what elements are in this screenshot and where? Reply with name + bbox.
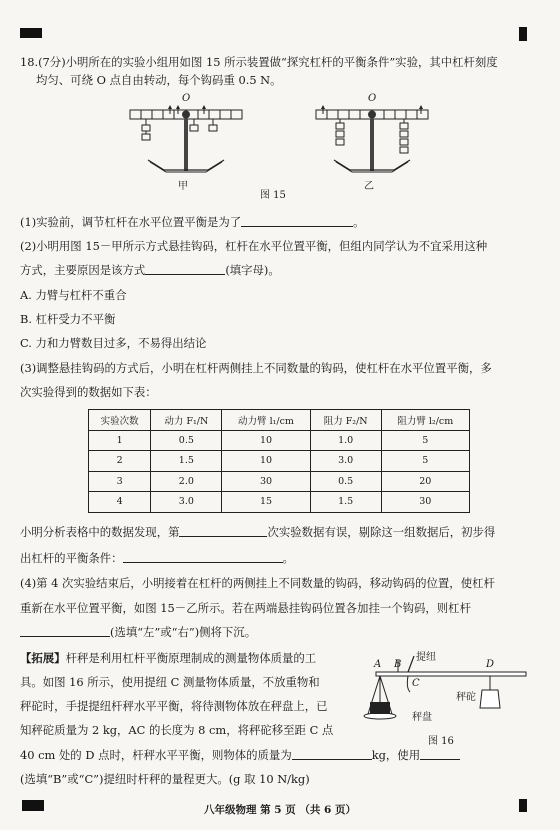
figure16-label-tiniu: 提纽 <box>416 652 436 663</box>
part3-line-2: 次实验得到的数据如下表： <box>20 385 157 399</box>
table-row <box>89 430 470 451</box>
part3-after-text-c: 出杠杆的平衡条件： <box>20 551 123 565</box>
part1-line <box>20 214 540 230</box>
part3-after-text-b: 次实验数据有误，剔除这一组数据后，初步得 <box>267 525 496 539</box>
table-cell: 1 <box>89 430 151 451</box>
table-cell: 1.0 <box>310 430 381 451</box>
table-cell: 30 <box>381 492 469 513</box>
extension-tiniu-blank[interactable] <box>420 748 460 760</box>
part2-option-c: C. 力和力臂数目过多，不易得出结论 <box>20 336 207 350</box>
table-cell: 1.5 <box>151 451 222 472</box>
figure-label-yi: 乙 <box>364 181 374 192</box>
table-cell: 10 <box>222 430 310 451</box>
part1-answer-blank[interactable] <box>241 215 353 227</box>
figure16-label-A: A <box>374 659 382 670</box>
part4-line-1: (4)第 4 次实验结束后，小明接着在杠杆的两侧挂上不同数量的钩码，移动钩码的位置，使杠杆 <box>20 576 495 590</box>
table-header-cell: 实验次数 <box>89 410 151 431</box>
extension-tag: 【拓展】 <box>20 651 66 665</box>
figure-15-caption: 图 15 <box>260 190 286 201</box>
part4-line-2: 重新在水平位置平衡，如图 15－乙所示。若在两端悬挂钩码位置各加挂一个钩码，则杠杆 <box>20 601 471 615</box>
part1-end: 。 <box>353 215 365 229</box>
part3-condition-blank[interactable] <box>123 551 283 563</box>
figure-label-O-jia: O <box>182 93 191 104</box>
figure-16 <box>362 648 542 740</box>
table-cell: 0.5 <box>151 430 222 451</box>
lever-yi <box>316 105 428 172</box>
figure-16-caption: 图 16 <box>428 736 454 747</box>
registration-mark-top-right <box>519 27 527 41</box>
part4-line-3 <box>20 624 540 640</box>
part1-text: (1)实验前，调节杠杆在水平位置平衡是为了 <box>20 215 242 229</box>
part2-answer-blank[interactable] <box>145 263 225 275</box>
figure16-label-chengtuo: 秤砣 <box>456 692 476 703</box>
figure-label-O-yi: O <box>368 93 377 104</box>
part2-text-a: 方式，主要原因是该方式 <box>20 263 146 277</box>
figure-label-jia: 甲 <box>178 181 188 192</box>
extension-text-1: 杆秤是利用杠杆平衡原理制成的测量物体质量的工 <box>65 651 317 665</box>
part2-line-1: (2)小明用图 15－甲所示方式悬挂钩码，杠杆在水平位置平衡，但组内同学认为不宜采用这种 <box>20 239 488 253</box>
extension-line-4: 知秤砣质量为 2 kg，AC 的长度为 8 cm，将秤砣移至距 C 点 <box>20 723 334 737</box>
extension-mass-blank[interactable] <box>292 748 372 760</box>
table-cell: 3.0 <box>151 492 222 513</box>
lever-jia <box>130 105 242 172</box>
figure16-label-chengpan: 秤盘 <box>412 712 432 723</box>
table-cell: 3 <box>89 471 151 492</box>
table-cell: 20 <box>381 471 469 492</box>
table-cell: 5 <box>381 451 469 472</box>
table-cell: 2 <box>89 451 151 472</box>
table-cell: 10 <box>222 451 310 472</box>
extension-line-5 <box>20 747 540 763</box>
page-footer: 八年级物理 第 5 页 （共 6 页） <box>203 804 357 816</box>
table-cell: 1.5 <box>310 492 381 513</box>
extension-line-6: (选填“B”或“C”)提纽时杆秤的量程更大。(g 取 10 N/kg) <box>20 772 310 786</box>
part4-text: (选填“左”或“右”)侧将下沉。 <box>110 625 257 639</box>
table-cell: 5 <box>381 430 469 451</box>
part3-trial-blank[interactable] <box>179 525 267 537</box>
figure16-label-C: C <box>412 678 420 689</box>
table-header-cell: 动力臂 l₁/cm <box>222 410 310 431</box>
extension-text-5b: kg，使用 <box>371 748 421 762</box>
part3-after-text-d: 。 <box>282 551 294 565</box>
question-intro-line-2: 均匀、可绕 O 点自由转动，每个钩码重 0.5 N。 <box>36 73 282 87</box>
extension-line-2: 具。如图 16 所示，使用提纽 C 测量物体质量，不放重物和 <box>20 675 320 689</box>
part3-after-line-1 <box>20 524 540 540</box>
figure16-label-D: D <box>486 659 495 670</box>
figure16-label-B: B <box>394 659 402 670</box>
question-intro-line-1: 18.(7分)小明所在的实验小组用如图 15 所示装置做“探究杠杆的平衡条件”实验，其中杠杆刻度 <box>20 55 498 69</box>
part3-line-1: (3)调整悬挂钩码的方式后，小明在杠杆两侧挂上不同数量的钩码，使杠杆在水平位置平衡，多 <box>20 361 492 375</box>
part3-after-text-a: 小明分析表格中的数据发现，第 <box>20 525 180 539</box>
table-row <box>89 451 470 472</box>
table-cell: 15 <box>222 492 310 513</box>
table-cell: 30 <box>222 471 310 492</box>
table-header-cell: 阻力臂 l₂/cm <box>381 410 469 431</box>
table-cell: 3.0 <box>310 451 381 472</box>
data-table <box>88 409 470 513</box>
table-cell: 2.0 <box>151 471 222 492</box>
table-cell: 4 <box>89 492 151 513</box>
table-row <box>89 471 470 492</box>
table-header-row <box>89 410 470 431</box>
table-row <box>89 492 470 513</box>
part2-text-b: (填字母)。 <box>225 263 280 277</box>
table-header-cell: 动力 F₁/N <box>151 410 222 431</box>
extension-line-3: 秤砣时，手提提纽杆秤水平平衡，将待测物体放在秤盘上，已 <box>20 699 328 713</box>
table-header-cell: 阻力 F₂/N <box>310 410 381 431</box>
table-cell: 0.5 <box>310 471 381 492</box>
registration-mark-top-left <box>20 28 42 38</box>
part2-option-a: A. 力臂与杠杆不重合 <box>20 288 127 302</box>
part4-answer-blank[interactable] <box>20 625 110 637</box>
steelyard-diagram <box>362 648 542 740</box>
part2-option-b: B. 杠杆受力不平衡 <box>20 312 116 326</box>
part2-line-2 <box>20 262 540 278</box>
extension-text-5a: 40 cm 处的 D 点时，杆秤水平平衡，则物体的质量为 <box>20 748 292 762</box>
part3-after-line-2 <box>20 550 540 566</box>
